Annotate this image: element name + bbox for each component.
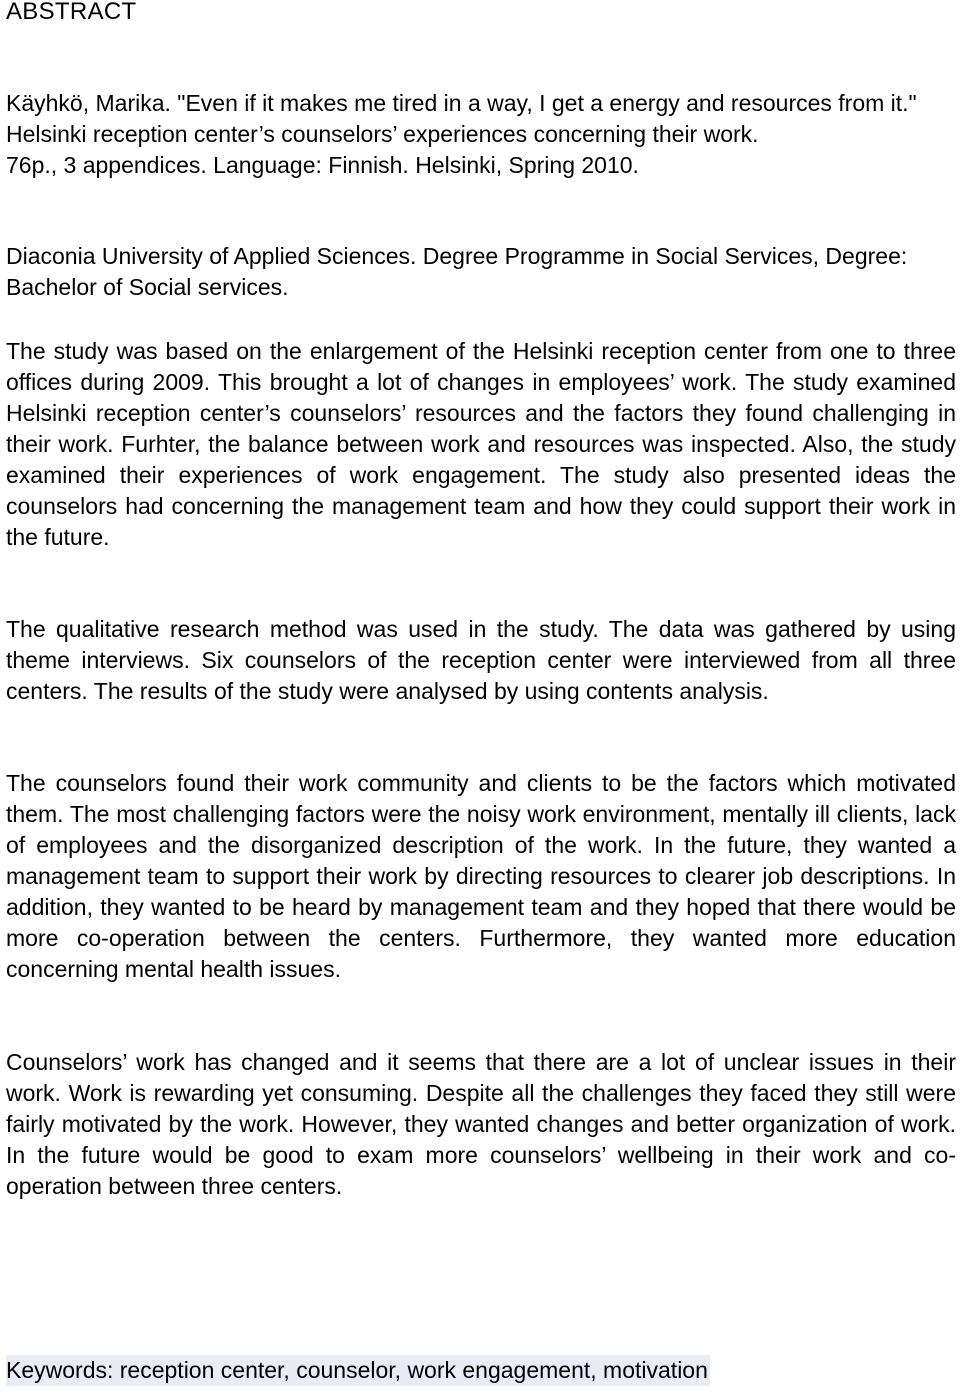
keywords-line: Keywords: reception center, counselor, work engagement, motivation <box>6 1355 710 1386</box>
abstract-paragraph-4: Counselors’ work has changed and it seems that there are a lot of unclear issues in their work. Work is rewarding yet consuming. Despite all the challenges they faced they still were fairly motivated by the work. However, they wanted changes and better organization of work. In the future would be good to exam more counselors’ wellbeing in their work and co-operation between three centers. <box>6 1049 956 1199</box>
citation-title: Käyhkö, Marika. "Even if it makes me tired in a way, I get a energy and resources from it." Helsinki reception center’s counselors’ experiences concerning their work. <box>6 90 917 147</box>
abstract-heading: ABSTRACT <box>6 0 137 25</box>
abstract-paragraph-3: The counselors found their work community and clients to be the factors which motivated them. The most challenging factors were the noisy work environment, mentally ill clients, lack of employees and the disorganized description of the work. In the future, they wanted a management team to support their work by directing resources to clearer job descriptions. In addition, they wanted to be heard by management team and they hoped that there would be more co-operation between the centers. Furthermore, they wanted more education concerning mental health issues. <box>6 770 956 982</box>
abstract-paragraph-1: The study was based on the enlargement of the Helsinki reception center from one to three offices during 2009. This brought a lot of changes in employees’ work. The study examined Helsinki reception center’s counselors’ resources and the factors they found challenging in their work. Furhter, the balance between work and resources was inspected. Also, the study examined their experiences of work engagement. The study also presented ideas the counselors had concerning the management team and how they could support their work in the future. <box>6 338 956 550</box>
abstract-paragraph-2: The qualitative research method was used in the study. The data was gathered by using theme interviews. Six counselors of the reception center were interviewed from all three centers. The results of the study were analysed by using contents analysis. <box>6 616 956 704</box>
citation-details: 76p., 3 appendices. Language: Finnish. Helsinki, Spring 2010. <box>6 152 639 178</box>
citation <box>6 88 956 181</box>
institution-info: Diaconia University of Applied Sciences. Degree Programme in Social Services, Degree: Bachelor of Social services. <box>6 243 908 300</box>
